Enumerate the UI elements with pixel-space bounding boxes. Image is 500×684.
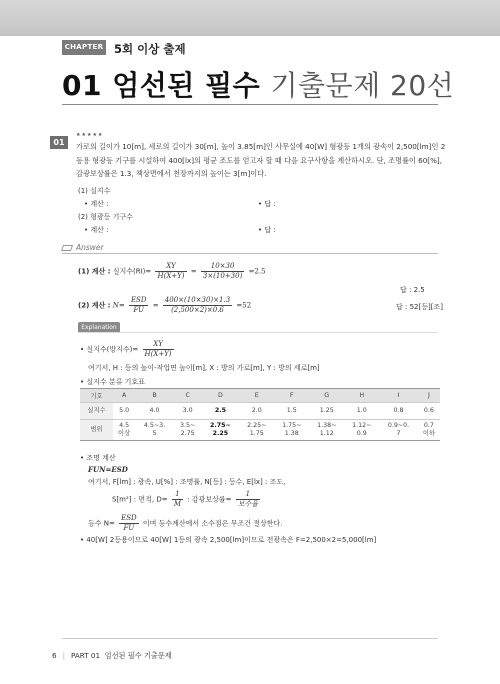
table-cell: 3.5~ 2.75 xyxy=(174,420,202,441)
lighting-formula-note-2: S[m²] : 면적, D= $\frac{1}{M}$ : 감광보상률= $\frac{1}{\text{보수율}}$ xyxy=(112,490,259,508)
table-header-cell: C xyxy=(174,389,202,403)
footer-divider xyxy=(62,638,438,639)
table-header-cell: J xyxy=(418,389,440,403)
chapter-tag: CHAPTER xyxy=(62,40,106,55)
difficulty-stars: ★★★★★ xyxy=(76,132,104,138)
fraction: $\frac{400\times(10\times 30)\times 1.3}{(2,500\times 2)\times 0.6}$ xyxy=(164,296,231,314)
table-row-label: 범위 xyxy=(80,420,113,441)
table-cell: 3.0 xyxy=(174,403,202,420)
table-cell: 0.9~0. 7 xyxy=(379,420,418,441)
total-flux-note: • 40[W] 2등용이므로 40[W] 1등의 광속 2,500[lm]이므로 전광속은 F=2,500×2=5,000[lm] xyxy=(80,536,377,544)
page-title-light: 기출문제 20선 xyxy=(270,69,455,102)
lighting-formula-note: 여기서, F[lm] : 광속, U[%] : 조명률, N[등] : 등수, E[lx] : 조도, xyxy=(88,478,286,486)
page-number: 6 xyxy=(52,651,57,660)
table-cell: 1.5 xyxy=(274,403,309,420)
table-cell: 2.5 xyxy=(202,403,240,420)
table-header-cell: 기호 xyxy=(80,389,113,403)
fraction: $\frac{1}{M}$ xyxy=(173,490,181,508)
sub-question-1-answer: • 답 : xyxy=(258,200,276,208)
sub-question-1-calc: • 계산 : xyxy=(84,200,109,208)
fraction: $\frac{\text{ESD}}{FU}$ xyxy=(130,296,147,314)
table-cell: 2.25~ 1.75 xyxy=(239,420,274,441)
title-divider xyxy=(62,104,438,105)
table-cell: 1.75~ 1.38 xyxy=(274,420,309,441)
question-text: 가로의 길이가 10[m], 세로의 길이가 30[m], 높이 3.85[m]인 사무실에 40[W] 형광등 1개의 광속이 2,500[lm]인 2등용 형광등 기구를 시설하여 400[lx]의 평균 조도를 얻고자 할 때 다음 요구사항을 계산하시오. 단, 조명률이 60[%], 감광보상률은 1.3, 책상면에서 천장까지의 높이는 3[m]이다. xyxy=(76,142,446,178)
table-cell: 2.75~ 2.25 xyxy=(202,420,240,441)
footer-part: PART 01 xyxy=(71,651,101,660)
table-cell: 0.6 xyxy=(418,403,440,420)
answer-2-calc: (2) 계산 : N= $\frac{\text{ESD}}{FU}$ = $\frac{400\times(10\times 30)\times 1.3}{(2,500\times 2)\times 0.6}$ =52 xyxy=(78,296,252,314)
lighting-formula: FUN=ESD xyxy=(88,465,128,474)
table-cell: 4.5 이상 xyxy=(113,420,135,441)
answer-1-result: 답 : 2.5 xyxy=(400,286,425,294)
sub-question-2-calc: • 계산 : xyxy=(84,226,109,234)
table-row-label: 실지수 xyxy=(80,403,113,420)
explanation-room-index-note: 여기서, H : 등의 높이-작업면 높이[m], X : 방의 가로[m], Y : 방의 세로[m] xyxy=(88,364,320,372)
table-cell: 1.25 xyxy=(309,403,344,420)
table-cell: 2.0 xyxy=(239,403,274,420)
room-index-table xyxy=(80,388,440,441)
table-cell: 1.38~ 1.12 xyxy=(309,420,344,441)
table-header-row xyxy=(80,389,440,403)
footer-title: 엄선된 필수 기출문제 xyxy=(104,651,172,660)
fraction: $\frac{XY}{H(X+Y)}$ xyxy=(144,340,172,358)
top-banner xyxy=(0,0,500,36)
fraction: $\frac{10\times 30}{3\times(10+30)}$ xyxy=(202,262,243,280)
table-header-cell: I xyxy=(379,389,418,403)
table-header-cell: E xyxy=(239,389,274,403)
table-cell: 1.12~ 0.9 xyxy=(344,420,379,441)
sub-question-2-answer: • 답 : xyxy=(258,226,276,234)
pencil-icon xyxy=(61,245,73,251)
question-number: 01 xyxy=(50,136,68,149)
explanation-room-index: • 실지수(방지수)= $\frac{XY}{H(X+Y)}$ xyxy=(80,340,172,358)
answer-1-calc: (1) 계산 : 실지수(RI)= $\frac{XY}{H(X+Y)}$ = $\frac{10\times 30}{3\times(10+30)}$ =2.5 xyxy=(78,262,266,280)
explanation-lighting-calc: • 조명 계산 xyxy=(80,454,116,462)
table-cell: 4.0 xyxy=(135,403,174,420)
fraction: $\frac{1}{\text{보수율}}$ xyxy=(237,490,259,508)
table-cell: 5.0 xyxy=(113,403,135,420)
table-header-cell: B xyxy=(135,389,174,403)
table-header-cell: F xyxy=(274,389,309,403)
answer-2-result: 답 : 52[등][조] xyxy=(396,303,443,311)
fraction: $\frac{\text{ESD}}{FU}$ xyxy=(121,514,137,532)
table-cell: 0.7 이하 xyxy=(418,420,440,441)
table-cell: 1.0 xyxy=(344,403,379,420)
fraction: $\frac{XY}{H(X+Y)}$ xyxy=(157,262,185,280)
explanation-table-title: • 실지수 분류 기호표 xyxy=(80,378,145,386)
sub-question-2: (2) 형광등 기구수 xyxy=(78,213,133,221)
table-header-cell: H xyxy=(344,389,379,403)
lamp-count-note: 등수 N= $\frac{\text{ESD}}{FU}$ 이며 등수계산에서 소수점은 무조건 절상한다. xyxy=(88,514,283,532)
table-cell: 0.8 xyxy=(379,403,418,420)
answer-heading: Answer xyxy=(62,243,104,252)
table-header-cell: D xyxy=(202,389,240,403)
explanation-divider xyxy=(78,332,438,333)
table-header-cell: G xyxy=(309,389,344,403)
answer-divider xyxy=(62,253,438,254)
sub-question-1: (1) 실지수 xyxy=(78,187,111,195)
page-title-bold: 01 엄선된 필수 xyxy=(62,69,261,102)
explanation-tag: Explanation xyxy=(78,322,120,333)
table-row xyxy=(80,403,440,420)
table-row xyxy=(80,420,440,441)
table-cell: 4.5~3. 5 xyxy=(135,420,174,441)
page-title xyxy=(62,64,454,104)
page-footer: 6 | PART 01 엄선된 필수 기출문제 xyxy=(52,651,172,660)
chapter-subtitle: 5회 이상 출제 xyxy=(114,42,186,56)
table-header-cell: A xyxy=(113,389,135,403)
